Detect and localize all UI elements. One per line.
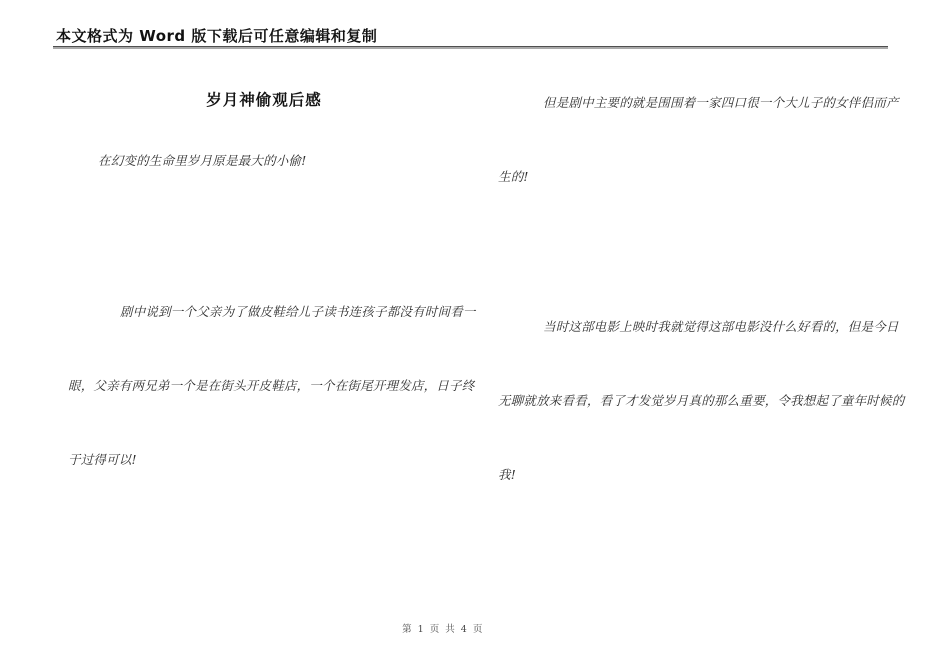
text-line: 但是剧中主要的就是围围着一家四口很一个大儿子的女伴侣而产 (543, 95, 899, 110)
text-line: 无聊就放来看看，看了才发觉岁月真的那么重要，令我想起了童年时候的 (498, 393, 905, 408)
page-footer (0, 617, 886, 636)
paragraph (498, 66, 899, 214)
text-line: 生的! (498, 169, 529, 184)
text-line: 我! (498, 467, 516, 482)
text-line: 在幻变的生命里岁月原是最大的小偷! (98, 153, 307, 168)
header-notice: 本文格式为 Word 版下载后可任意编辑和复制 (56, 27, 378, 45)
text-line: 当时这部电影上映时我就觉得这部电影没什么好看的，但是今日 (543, 319, 899, 334)
text-line: 眼，父亲有两兄弟一个是在街头开皮鞋店，一个在街尾开理发店，日子终 (68, 378, 475, 393)
paragraph (68, 124, 460, 198)
document-title: 岁月神偷观后感 (206, 91, 322, 109)
header-rule (53, 46, 888, 49)
text-line: 于过得可以! (68, 452, 137, 467)
paragraph (68, 275, 476, 497)
page-number-indicator: 第 1 页 共 4 页 (402, 624, 484, 635)
paragraph (498, 290, 905, 512)
text-line: 剧中说到一个父亲为了做皮鞋给儿子读书连孩子都没有时间看一 (120, 304, 476, 319)
